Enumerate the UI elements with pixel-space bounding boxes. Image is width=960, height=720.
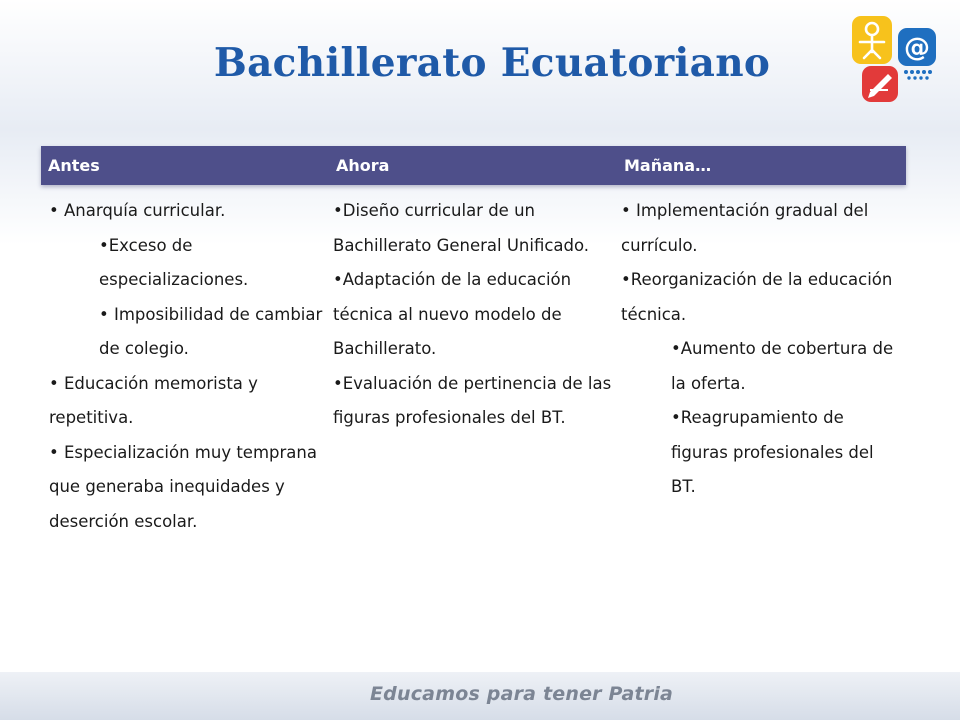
- list-item: •Reagrupamiento de figuras profesionales del BT.: [671, 408, 874, 496]
- list-item: •Aumento de cobertura de la oferta.: [671, 339, 894, 393]
- list-item: •Adaptación de la educación técnica al nuevo modelo de Bachillerato.: [333, 270, 572, 358]
- footer-slogan: Educamos para tener Patria: [370, 683, 674, 705]
- list-item: •Exceso de especializaciones.: [99, 235, 249, 289]
- header-ahora: Ahora: [336, 156, 390, 175]
- svg-text:@: @: [904, 33, 930, 63]
- list-item: • Educación memorista y repetitiva.: [49, 373, 258, 427]
- list-item: •Evaluación de pertinencia de las figuras profesionales del BT.: [333, 373, 612, 427]
- list-item: • Implementación gradual del currículo.: [621, 201, 869, 255]
- at-sign-icon: [898, 28, 936, 80]
- header-antes: Antes: [48, 156, 100, 175]
- list-item: • Especialización muy temprana que generaba inequidades y deserción escolar.: [49, 442, 317, 531]
- education-logo: [848, 14, 940, 106]
- list-item: •Reorganización de la educación técnica.: [621, 270, 893, 324]
- child-figure-icon: [852, 16, 892, 64]
- header-manana: Mañana…: [624, 156, 712, 175]
- list-item: • Imposibilidad de cambiar de colegio.: [99, 304, 323, 358]
- table-body: [41, 185, 906, 539]
- column-ahora: [329, 194, 617, 539]
- list-item: • Anarquía curricular.: [49, 201, 226, 220]
- table-header: [41, 146, 906, 185]
- comparison-table: [41, 146, 906, 539]
- column-antes: [41, 194, 329, 539]
- column-manana: [617, 194, 906, 539]
- pencil-icon: [862, 66, 898, 102]
- page-title: Bachillerato Ecuatoriano: [213, 40, 771, 86]
- list-item: •Diseño curricular de un Bachillerato General Unificado.: [333, 201, 590, 255]
